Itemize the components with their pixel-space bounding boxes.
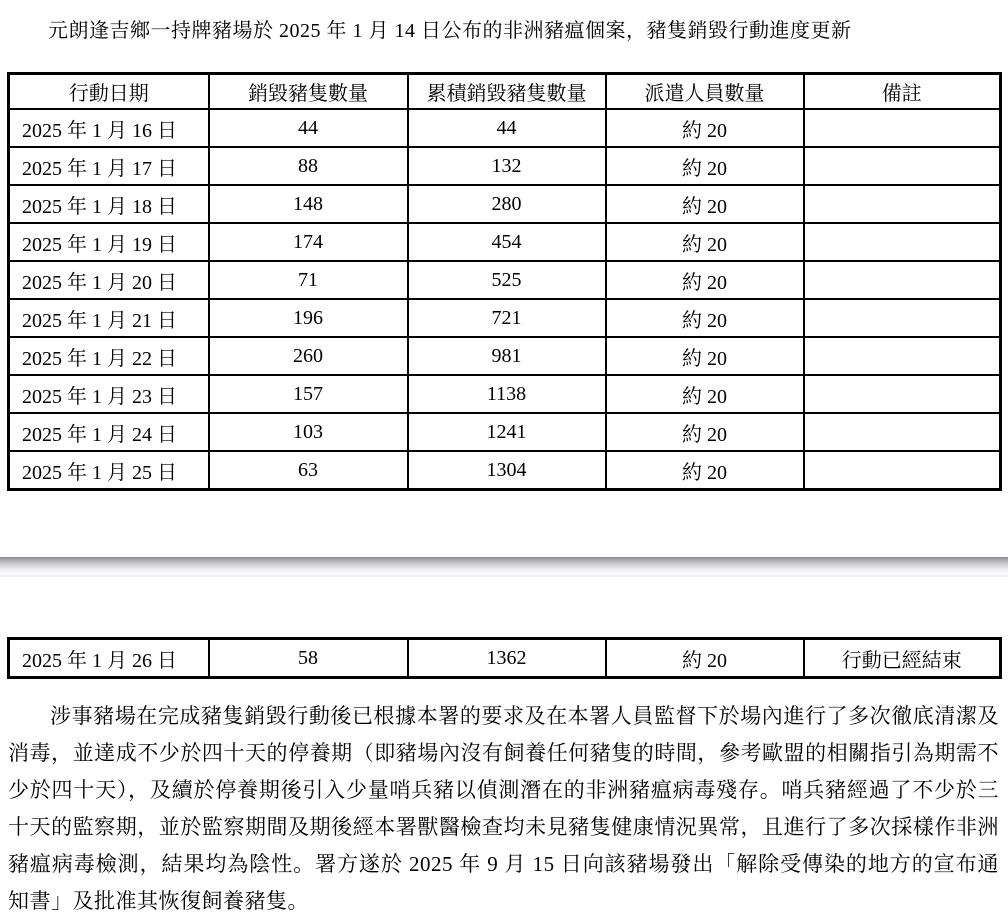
table-row xyxy=(9,299,1001,337)
cell-cumulative-count: 1241 xyxy=(408,413,606,451)
cell-destroyed-count: 174 xyxy=(209,223,408,261)
culling-progress-table-continued xyxy=(7,637,1002,679)
table-row xyxy=(9,261,1001,299)
table-row xyxy=(9,147,1001,185)
table-row xyxy=(9,185,1001,223)
cell-destroyed-count: 148 xyxy=(209,185,408,223)
cell-destroyed-count: 44 xyxy=(209,109,408,147)
cell-remark xyxy=(804,451,1001,490)
table-row xyxy=(9,413,1001,451)
cell-personnel-count: 約 20 xyxy=(606,147,804,185)
table-row xyxy=(9,375,1001,413)
closing-paragraph: 涉事豬場在完成豬隻銷毀行動後已根據本署的要求及在本署人員監督下於場內進行了多次徹底清潔及消毒，並達成不少於四十天的停養期（即豬場內沒有飼養任何豬隻的時間，參考歐盟的相關指引為期需不少於四十天），及續於停養期後引入少量哨兵豬以偵測潛在的非洲豬瘟病毒殘存。哨兵豬經過了不少於三十天的監察期，並於監察期間及期後經本署獸醫檢查均未見豬隻健康情況異常，且進行了多次採樣作非洲豬瘟病毒檢測，結果均為陰性。署方遂於 2025 年 9 月 15 日向該豬場發出「解除受傳染的地方的宣布通知書」及批准其恢復飼養豬隻。 xyxy=(8,704,999,913)
cell-action-date: 2025 年 1 月 24 日 xyxy=(9,413,209,451)
cell-action-date: 2025 年 1 月 17 日 xyxy=(9,147,209,185)
cell-action-date: 2025 年 1 月 22 日 xyxy=(9,337,209,375)
table-row xyxy=(9,639,1001,678)
cell-cumulative-count: 132 xyxy=(408,147,606,185)
cell-remark xyxy=(804,413,1001,451)
header-cumulative-count: 累積銷毀豬隻數量 xyxy=(408,74,606,110)
cell-personnel-count: 約 20 xyxy=(606,451,804,490)
cell-personnel-count: 約 20 xyxy=(606,109,804,147)
cell-personnel-count: 約 20 xyxy=(606,375,804,413)
cell-action-date: 2025 年 1 月 23 日 xyxy=(9,375,209,413)
cell-cumulative-count: 721 xyxy=(408,299,606,337)
cell-cumulative-count: 1304 xyxy=(408,451,606,490)
cell-action-date: 2025 年 1 月 16 日 xyxy=(9,109,209,147)
cell-remark xyxy=(804,337,1001,375)
table-row xyxy=(9,223,1001,261)
cell-destroyed-count: 196 xyxy=(209,299,408,337)
continuation-table-wrap xyxy=(0,637,1008,679)
table-row xyxy=(9,451,1001,490)
cell-action-date: 2025 年 1 月 26 日 xyxy=(9,639,209,678)
cell-destroyed-count: 88 xyxy=(209,147,408,185)
cell-cumulative-count: 1362 xyxy=(408,639,606,678)
cell-action-date: 2025 年 1 月 25 日 xyxy=(9,451,209,490)
cell-personnel-count: 約 20 xyxy=(606,185,804,223)
cell-cumulative-count: 44 xyxy=(408,109,606,147)
table-header-row xyxy=(9,74,1001,110)
cell-remark xyxy=(804,261,1001,299)
cell-personnel-count: 約 20 xyxy=(606,413,804,451)
cell-action-date: 2025 年 1 月 21 日 xyxy=(9,299,209,337)
cell-personnel-count: 約 20 xyxy=(606,639,804,678)
cell-personnel-count: 約 20 xyxy=(606,337,804,375)
cell-cumulative-count: 981 xyxy=(408,337,606,375)
cell-remark xyxy=(804,185,1001,223)
header-remarks: 備註 xyxy=(804,74,1001,110)
cell-remark: 行動已經結束 xyxy=(804,639,1001,678)
table-row xyxy=(9,337,1001,375)
cell-personnel-count: 約 20 xyxy=(606,261,804,299)
cell-destroyed-count: 58 xyxy=(209,639,408,678)
cell-destroyed-count: 71 xyxy=(209,261,408,299)
culling-progress-table xyxy=(7,72,1002,491)
cell-remark xyxy=(804,223,1001,261)
header-action-date: 行動日期 xyxy=(9,74,209,110)
page-title: 元朗逢吉鄉一持牌豬場於 2025 年 1 月 14 日公布的非洲豬瘟個案，豬隻銷毀行動進度更新 xyxy=(48,20,852,42)
cell-destroyed-count: 63 xyxy=(209,451,408,490)
cell-remark xyxy=(804,375,1001,413)
cell-destroyed-count: 260 xyxy=(209,337,408,375)
cell-destroyed-count: 157 xyxy=(209,375,408,413)
cell-remark xyxy=(804,147,1001,185)
cell-action-date: 2025 年 1 月 19 日 xyxy=(9,223,209,261)
cell-cumulative-count: 525 xyxy=(408,261,606,299)
page-break-separator xyxy=(0,557,1008,577)
header-personnel-count: 派遣人員數量 xyxy=(606,74,804,110)
header-destroyed-count: 銷毀豬隻數量 xyxy=(209,74,408,110)
cell-action-date: 2025 年 1 月 18 日 xyxy=(9,185,209,223)
cell-personnel-count: 約 20 xyxy=(606,223,804,261)
cell-destroyed-count: 103 xyxy=(209,413,408,451)
cell-cumulative-count: 280 xyxy=(408,185,606,223)
cell-cumulative-count: 454 xyxy=(408,223,606,261)
cell-remark xyxy=(804,109,1001,147)
cell-remark xyxy=(804,299,1001,337)
cell-action-date: 2025 年 1 月 20 日 xyxy=(9,261,209,299)
cell-personnel-count: 約 20 xyxy=(606,299,804,337)
table-row xyxy=(9,109,1001,147)
cell-cumulative-count: 1138 xyxy=(408,375,606,413)
